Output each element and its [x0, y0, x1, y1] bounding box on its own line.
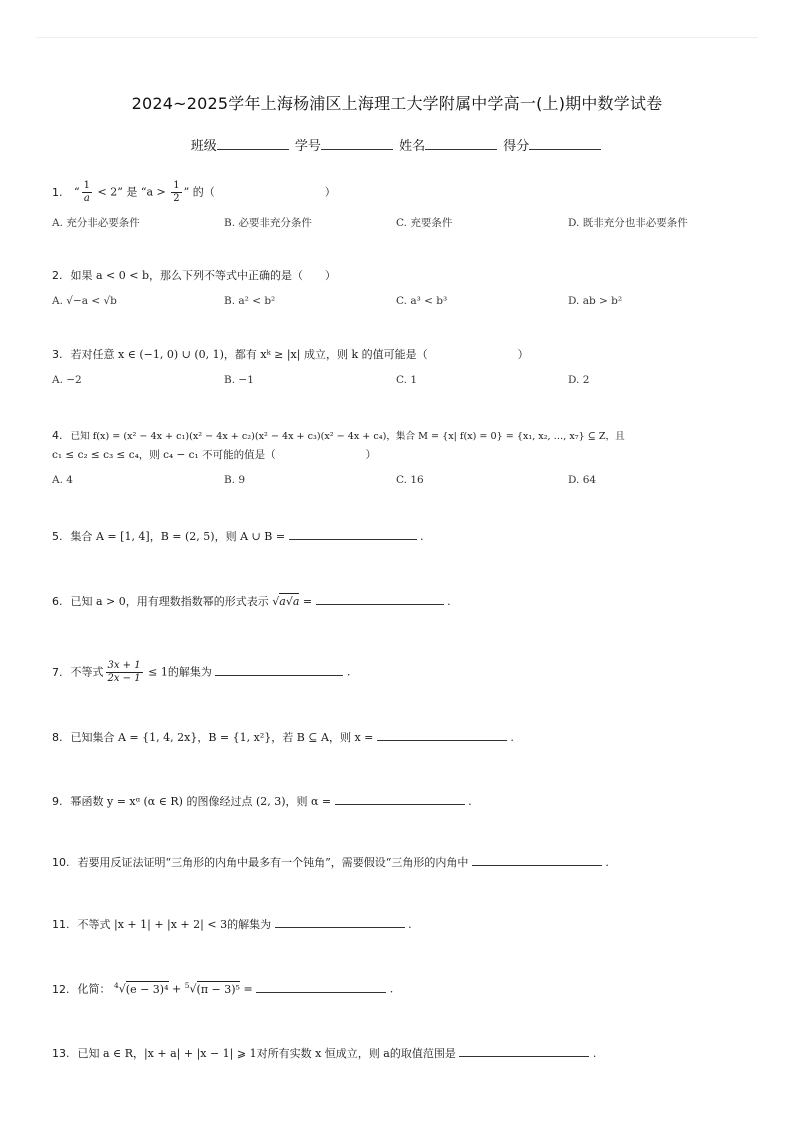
question-text: 如果 a < 0 < b，那么下列不等式中正确的是（ ） [70, 269, 337, 282]
question-number: 2. [52, 269, 63, 282]
q1-fraction-1 [82, 180, 92, 205]
name-blank[interactable] [425, 138, 497, 150]
question-text-line-1: 已知 f(x) = (x² − 4x + c₁)(x² − 4x + c₂)(x² − 4x + c₃)(x² − 4x + c₄)，集合 M = {x| f(x) = 0} = {x₁, x₂, …, x₇} ⊆ Z，且 [70, 431, 625, 442]
question-10 [52, 853, 609, 871]
question-text: = [239, 982, 253, 996]
radical-icon: √ [272, 595, 280, 608]
question-1 [52, 180, 336, 205]
answer-blank[interactable] [459, 1044, 589, 1057]
question-end: . [389, 982, 394, 996]
question-number: 3. [52, 348, 63, 361]
question-end: . [447, 595, 451, 608]
question-11 [52, 915, 412, 933]
option-a[interactable]: A. 充分非必要条件 [52, 217, 140, 229]
option-a[interactable]: A. −2 [52, 374, 82, 386]
question-number: 1. [52, 185, 63, 199]
answer-blank[interactable] [377, 728, 507, 741]
answer-blank[interactable] [335, 792, 465, 805]
fraction-numerator: 1 [173, 180, 180, 191]
option-c[interactable]: C. a³ < b³ [396, 295, 448, 307]
q1-fraction-2 [171, 180, 181, 205]
question-end: . [468, 795, 472, 808]
question-end: . [510, 731, 514, 744]
answer-blank[interactable] [472, 853, 602, 866]
question-text: ） [517, 348, 529, 361]
question-13 [52, 1044, 596, 1062]
radical-expression: (π − 3)⁵ [196, 982, 240, 996]
root-index: 5 [184, 981, 190, 990]
question-12 [52, 978, 393, 998]
fraction-denominator: 2 [173, 193, 180, 204]
question-end: . [408, 918, 412, 931]
page-title: 2024~2025学年上海杨浦区上海理工大学附属中学高一(上)期中数学试卷 [131, 94, 663, 113]
question-text: 已知 a > 0，用有理数指数幂的形式表示 [70, 595, 269, 608]
id-label: 学号 [294, 139, 321, 154]
question-text: 已知 a ∈ R，|x + a| + |x − 1| ⩾ 1对所有实数 x 恒成立，则 a的取值范围是 [77, 1047, 456, 1060]
option-b[interactable]: B. −1 [224, 374, 254, 386]
fraction-numerator: 1 [83, 180, 90, 191]
answer-blank[interactable] [256, 980, 386, 993]
question-5 [52, 527, 424, 545]
question-number: 7. [52, 665, 63, 679]
question-end: . [592, 1047, 597, 1060]
question-2 [52, 268, 336, 284]
q1-text: ” 的（ [183, 185, 215, 199]
question-end: . [346, 665, 351, 679]
class-label: 班级 [190, 139, 217, 154]
q1-text: < 2” 是 “a > [94, 185, 170, 199]
question-number: 9. [52, 795, 63, 808]
answer-blank[interactable] [275, 915, 405, 928]
question-text: + [168, 982, 185, 996]
header-rule [36, 37, 758, 38]
name-label: 姓名 [399, 139, 426, 154]
fraction-denominator: a [83, 193, 90, 204]
option-b[interactable]: B. 9 [224, 474, 246, 486]
question-text: 化简： [77, 982, 111, 996]
question-8 [52, 728, 514, 746]
id-blank[interactable] [321, 138, 393, 150]
question-7 [52, 660, 350, 685]
option-a[interactable]: A. 4 [52, 474, 73, 486]
question-number: 12. [52, 982, 70, 996]
question-number: 4. [52, 429, 63, 442]
question-text: 不等式 |x + 1| + |x + 2| < 3的解集为 [77, 918, 272, 931]
question-end: . [605, 856, 609, 869]
question-end: . [420, 530, 424, 543]
root-index: 4 [114, 981, 119, 990]
question-9 [52, 792, 472, 810]
question-text: = [299, 595, 313, 608]
answer-blank[interactable] [316, 592, 444, 605]
q7-fraction [106, 660, 143, 685]
option-c[interactable]: C. 充要条件 [396, 217, 453, 229]
fraction-denominator: 2x − 1 [107, 673, 141, 684]
option-b[interactable]: B. 必要非充分条件 [224, 217, 312, 229]
student-info-row [0, 135, 794, 154]
question-text: 幂函数 y = xᵅ (α ∈ R) 的图像经过点 (2, 3)，则 α = [70, 795, 332, 808]
question-text: ） [365, 449, 377, 461]
question-3 [52, 347, 529, 363]
question-text: 若对任意 x ∈ (−1, 0) ∪ (0, 1)，都有 xᵏ ≥ |x| 成立，则 k 的值可能是（ [70, 348, 428, 361]
option-c[interactable]: C. 1 [396, 374, 418, 386]
radical-icon: √ [189, 982, 197, 996]
question-text: 不等式 [70, 665, 104, 679]
radical-expression: a√a [279, 595, 300, 608]
option-d[interactable]: D. 2 [568, 374, 590, 386]
option-d[interactable]: D. 64 [568, 474, 597, 486]
question-number: 5. [52, 530, 63, 543]
question-6 [52, 592, 451, 610]
question-text: 若要用反证法证明“三角形的内角中最多有一个钝角”，需要假设“三角形的内角中 [77, 856, 469, 869]
question-text: 已知集合 A = {1, 4, 2x}，B = {1, x²}，若 B ⊆ A，则 x = [70, 731, 374, 744]
answer-blank[interactable] [215, 663, 343, 676]
question-4 [52, 428, 625, 445]
answer-blank[interactable] [289, 527, 417, 540]
q1-text: “ [74, 185, 80, 199]
class-blank[interactable] [217, 138, 289, 150]
question-number: 8. [52, 731, 63, 744]
question-number: 11. [52, 918, 70, 931]
question-text-line-2: c₁ ≤ c₂ ≤ c₃ ≤ c₄，则 c₄ − c₁ 不可能的值是（ [52, 449, 276, 461]
option-d[interactable]: D. ab > b² [568, 295, 623, 307]
option-d[interactable]: D. 既非充分也非必要条件 [568, 217, 688, 229]
question-number: 13. [52, 1047, 70, 1060]
question-number: 10. [52, 856, 70, 869]
option-a[interactable]: A. √−a < √b [52, 295, 117, 307]
option-c[interactable]: C. 16 [396, 474, 424, 486]
score-label: 得分 [503, 139, 530, 154]
fraction-numerator: 3x + 1 [107, 660, 141, 671]
radical-expression: (e − 3)⁴ [125, 982, 169, 996]
question-number: 6. [52, 595, 63, 608]
question-text: 集合 A = [1, 4]，B = (2, 5)，则 A ∪ B = [70, 530, 286, 543]
score-blank[interactable] [529, 138, 601, 150]
option-b[interactable]: B. a² < b² [224, 295, 276, 307]
q1-text: ） [324, 185, 336, 199]
question-text: ≤ 1的解集为 [144, 665, 212, 679]
question-4-line-2 [52, 447, 376, 463]
radical-icon: √ [118, 982, 126, 996]
